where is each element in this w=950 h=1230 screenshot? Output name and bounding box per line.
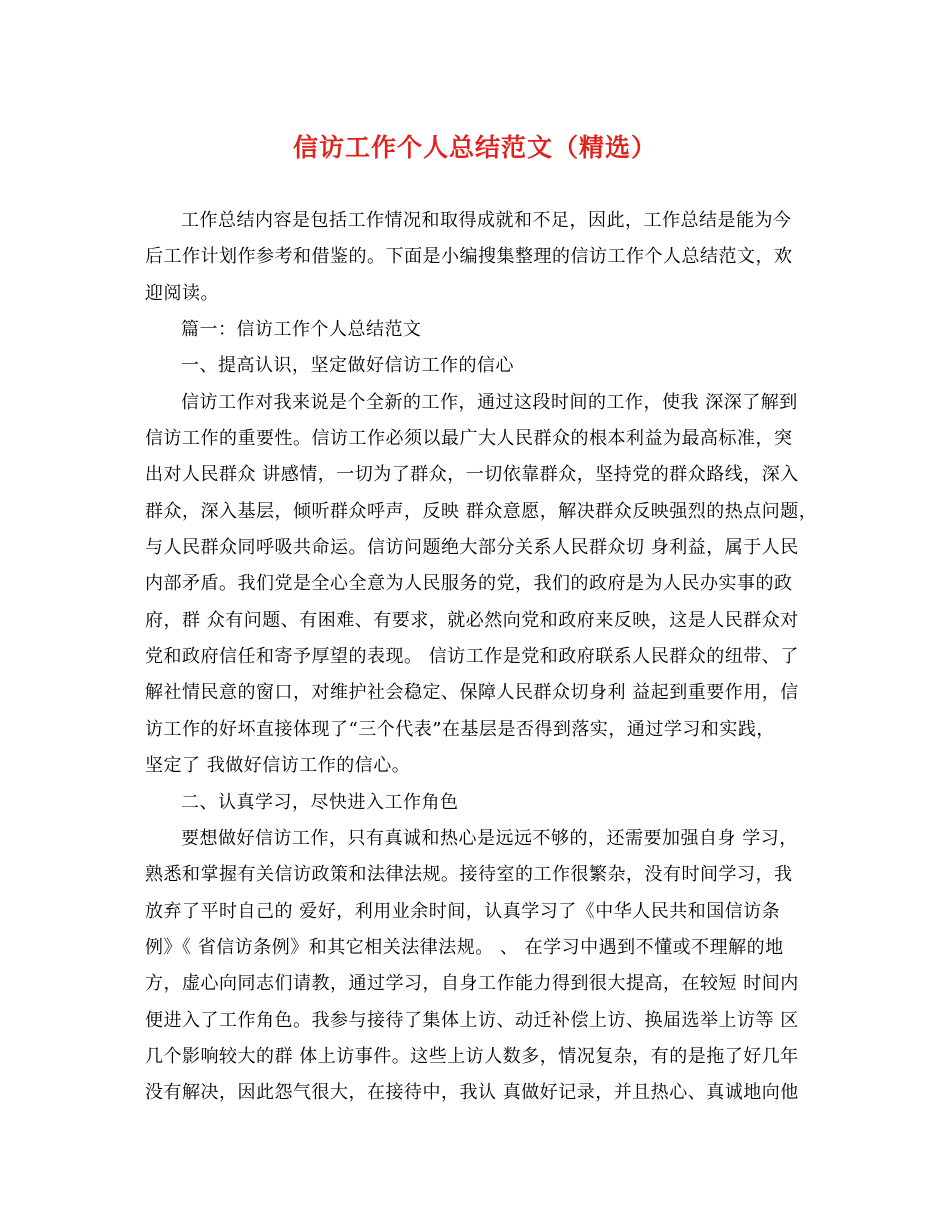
text-line: 信访工作的重要性。信访工作必须以最广大人民群众的根本利益为最高标准，突 — [145, 428, 793, 450]
text-line: 内部矛盾。我们党是全心全意为人民服务的党，我们的政府是为人民办实事的政 — [145, 573, 793, 595]
text-line: 二、认真学习，尽快进入工作角色 — [181, 791, 459, 813]
text-line: 放弃了平时自己的 爱好，利用业余时间，认真学习了《中华人民共和国信访条 — [145, 900, 781, 922]
text-line: 方，虚心向同志们请教，通过学习，自身工作能力得到很大提高，在较短 时间内 — [145, 973, 799, 995]
text-line: 解社情民意的窗口，对维护社会稳定、保障人民群众切身利 益起到重要作用，信 — [145, 682, 799, 704]
text-line: 例》《 省信访条例》和其它相关法律法规。 、 在学习中遇到不懂或不理解的地 — [145, 936, 784, 958]
text-line: 访工作的好坏直接体现了“三个代表”在基层是否得到落实，通过学习和实践， — [145, 718, 775, 740]
text-line: 几个影响较大的群 体上访事件。这些上访人数多，情况复杂，有的是拖了好几年 — [145, 1045, 799, 1067]
text-line: 一、提高认识，坚定做好信访工作的信心 — [181, 355, 514, 377]
text-line: 党和政府信任和寄予厚望的表现。 信访工作是党和政府联系人民群众的纽带、了 — [145, 646, 799, 668]
text-line: 熟悉和掌握有关信访政策和法律法规。接待室的工作很繁杂，没有时间学习，我 — [145, 864, 793, 886]
text-line: 出对人民群众 讲感情，一切为了群众，一切依靠群众，坚持党的群众路线，深入 — [145, 464, 799, 486]
text-line: 要想做好信访工作，只有真诚和热心是远远不够的，还需要加强自身 学习， — [181, 827, 798, 849]
document-title: 信访工作个人总结范文（精选） — [292, 133, 657, 162]
text-line: 便进入了工作角色。我参与接待了集体上访、动迁补偿上访、换届选举上访等 区 — [145, 1009, 799, 1031]
text-line: 群众，深入基层，倾听群众呼声，反映 群众意愿，解决群众反映强烈的热点问题， — [145, 500, 818, 522]
text-line: 没有解决，因此怨气很大，在接待中，我认 真做好记录，并且热心、真诚地向他 — [145, 1082, 799, 1104]
text-line: 坚定了 我做好信访工作的信心。 — [145, 755, 411, 777]
text-line: 与人民群众同呼吸共命运。信访问题绝大部分关系人民群众切 身利益，属于人民 — [145, 537, 799, 559]
document-body — [145, 203, 818, 1112]
text-line: 工作总结内容是包括工作情况和取得成就和不足，因此，工作总结是能为今 — [181, 210, 792, 231]
text-line: 篇一：信访工作个人总结范文 — [181, 319, 422, 341]
text-line: 后工作计划作参考和借鉴的。下面是小编搜集整理的信访工作个人总结范文，欢 — [145, 246, 793, 268]
text-line: 迎阅读。 — [145, 282, 219, 304]
text-line: 府，群 众有问题、有困难、有要求，就必然向党和政府来反映，这是人民群众对 — [145, 609, 799, 631]
text-line: 信访工作对我来说是个全新的工作，通过这段时间的工作，使我 深深了解到 — [181, 391, 798, 413]
